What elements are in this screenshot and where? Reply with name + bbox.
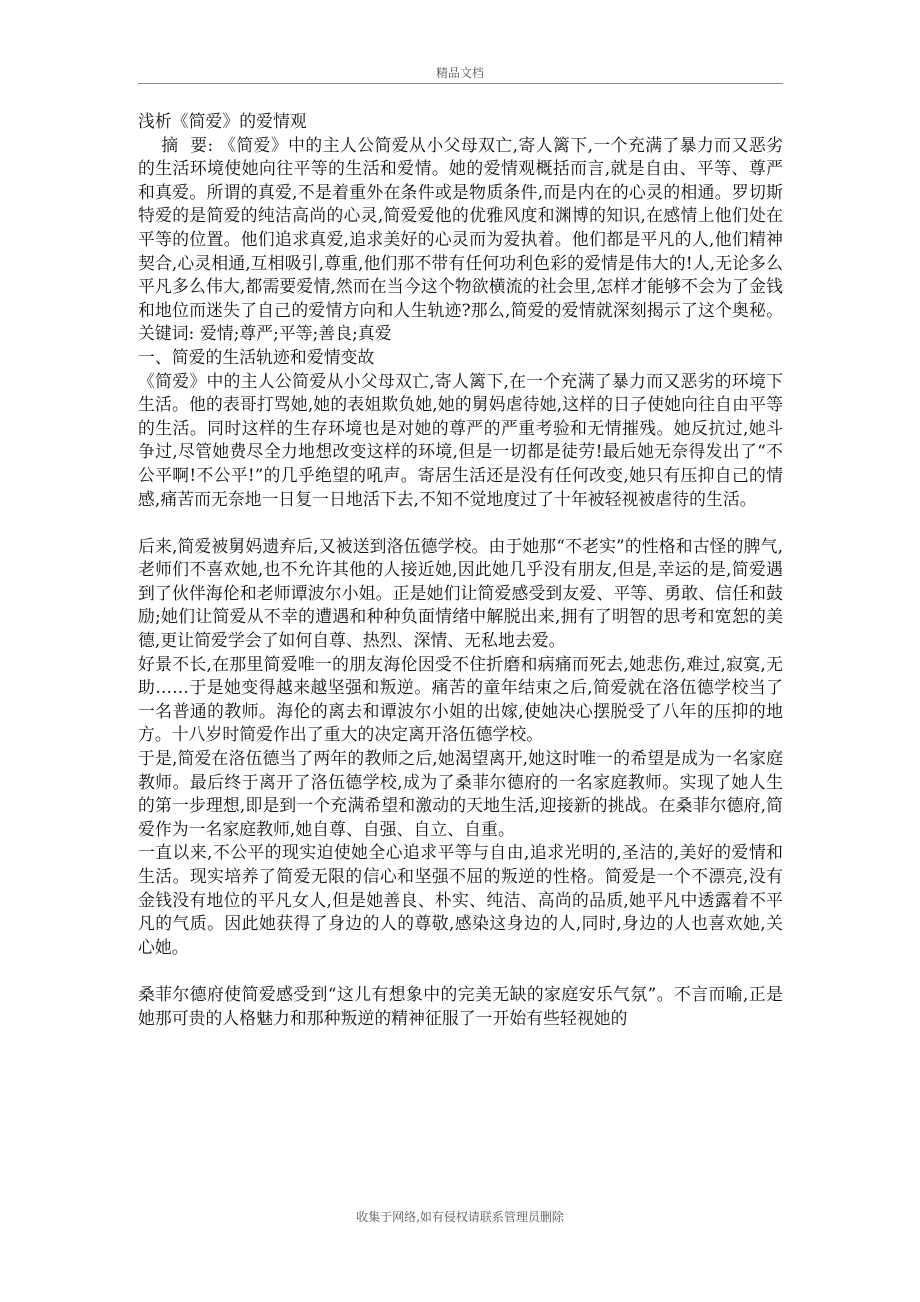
section-heading: 一、简爱的生活轨迹和爱情变故 [138,346,375,367]
paragraph-spacer [138,959,783,983]
article-body [138,110,800,1030]
abstract-paragraph: 摘 要: 《简爱》中的主人公简爱从小父母双亡,寄人篱下,一个充满了暴力而又恶劣的生活环境使她向往平等的生活和爱情。她的爱情观概括而言,就是自由、平等、尊严和真爱。所谓的真爱,不是着重外在条件或是物质条件,而是内在的心灵的相通。罗切斯特爱的是简爱的纯洁高尚的心灵,简爱爱他的优雅风度和渊博的知识,在感情上他们处在平等的位置。他们追求真爱,追求美好的心灵而为爱执着。他们都是平凡的人,他们精神契合,心灵相通,互相吸引,尊重,他们那不带有任何功利色彩的爱情是伟大的!人,无论多么平凡多么伟大,都需要爱情,然而在当今这个物欲横流的社会里,怎样才能够不会为了金钱和地位而迷失了自己的爱情方向和人生轨迹?那么,简爱的爱情就深刻揭示了这个奥秘。 关键词: 爱情;尊严;平等;善良;真爱 [138,134,800,344]
body-paragraph-2: 后来,简爱被舅妈遗弃后,又被送到洛伍德学校。由于她那“不老实”的性格和古怪的脾气,老师们不喜欢她,也不允许其他的人接近她,因此她几乎没有朋友,但是,幸运的是,简爱遇到了伙伴海伦和老师谭波尔小姐。正是她们让简爱感受到友爱、平等、勇敢、信任和鼓励;她们让简爱从不幸的遭遇和种种负面情绪中解脱出来,拥有了明智的思考和宽恕的美德,更让简爱学会了如何自尊、热烈、深情、无私地去爱。 [138,535,783,651]
paragraph-spacer [138,511,783,535]
body-paragraph-3: 好景不长,在那里简爱唯一的朋友海伦因受不住折磨和病痛而死去,她悲伤,难过,寂寞,无助……于是她变得越来越坚强和叛逆。痛苦的童年结束之后,简爱就在洛伍德学校当了一名普通的教师。海伦的离去和谭波尔小姐的出嫁,使她决心摆脱受了八年的压抑的地方。十八岁时简爱作出了重大的决定离开洛伍德学校。 [138,653,783,745]
body-paragraph-5: 一直以来,不公平的现实迫使她全心追求平等与自由,追求光明的,圣洁的,美好的爱情和生活。现实培养了简爱无限的信心和坚强不屈的叛逆的性格。简爱是一个不漂亮,没有金钱没有地位的平凡女人,但是她善良、朴实、纯洁、高尚的品质,她平凡中透露着不平凡的气质。因此她获得了身边的人的尊敬,感染这身边的人,同时,身边的人也喜欢她,关心她。 [138,842,783,957]
body-paragraph-4: 于是,简爱在洛伍德当了两年的教师之后,她渴望离开,她这时唯一的希望是成为一名家庭教师。最后终于离开了洛伍德学校,成为了桑菲尔德府的一名家庭教师。实现了她人生的第一步理想,即是到一个充满希望和激动的天地生活,迎接新的挑战。在桑菲尔德府,简爱作为一名家庭教师,她自尊、自强、自立、自重。 [138,748,783,839]
header-divider [138,83,783,84]
page-footer: 收集于网络,如有侵权请联系管理员删除 [356,1210,564,1224]
body-paragraph-1: 《简爱》中的主人公简爱从小父母双亡,寄人篱下,在一个充满了暴力而又恶劣的环境下生活。他的表哥打骂她,她的表姐欺负她,她的舅妈虐待她,这样的日子使她向往自由平等的生活。同时这样的生存环境也是对她的尊严的严重考验和无情摧残。她反抗过,她斗争过,尽管她费尽全力地想改变这样的环境,但是一切都是徒劳!最后她无奈得发出了“不公平啊!不公平!”的几乎绝望的吼声。寄居生活还是没有任何改变,她只有压抑自己的情感,痛苦而无奈地一日复一日地活下去,不知不觉地度过了十年被轻视被虐待的生活。 [138,370,783,509]
article-title: 浅析《简爱》的爱情观 [138,111,307,131]
body-paragraph-6: 桑菲尔德府使简爱感受到“这儿有想象中的完美无缺的家庭安乐气氛”。不言而喻,正是她那可贵的人格魅力和那种叛逆的精神征服了一开始有些轻视她的 [138,983,783,1028]
page-header: 精品文档 [435,66,484,80]
